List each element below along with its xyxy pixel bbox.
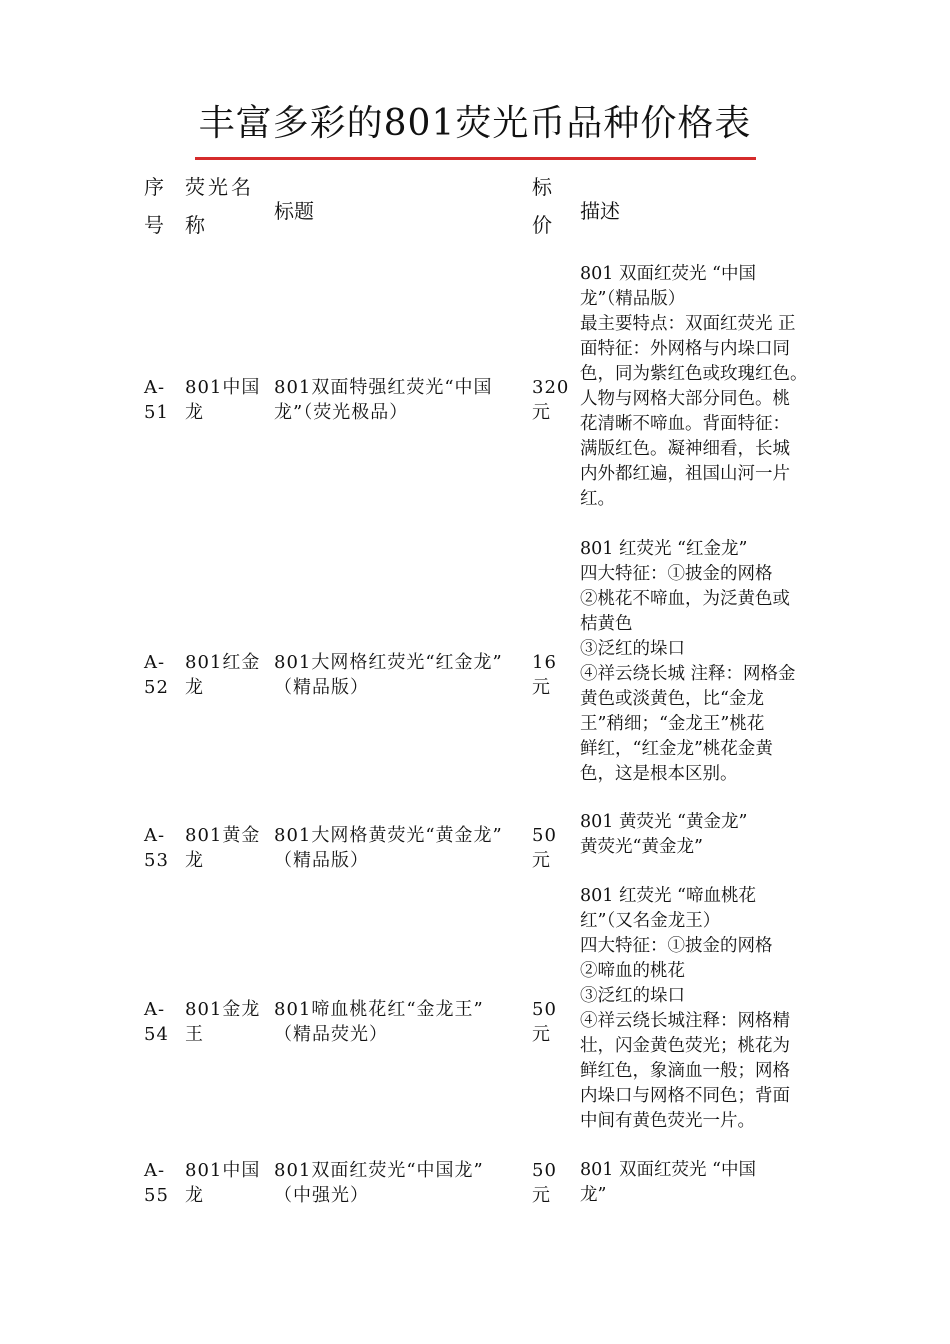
desc-line: 最主要特点：双面红荧光 正: [580, 314, 796, 334]
desc-line: 801 双面红荧光 “中国: [580, 1160, 756, 1180]
desc-line: 黄色或淡黄色，比“金龙: [580, 689, 764, 709]
row-name-line1: 801金龙: [185, 999, 261, 1020]
desc-line: ④祥云绕长城注释：网格精: [580, 1011, 790, 1031]
row-price-line1: 320: [532, 377, 570, 398]
row-name-line2: 龙: [185, 402, 204, 423]
row-name: [185, 650, 265, 700]
row-price-line2: 元: [532, 402, 551, 423]
row-title-line1: 801双面红荧光“中国龙”: [274, 1160, 484, 1181]
row-description: [580, 262, 820, 512]
row-name-line2: 龙: [185, 1185, 204, 1206]
desc-line: 人物与网格大部分同色。桃: [580, 389, 790, 409]
row-id-line1: A-: [144, 1160, 166, 1181]
row-name: [185, 997, 265, 1047]
row-id: [144, 997, 178, 1047]
header-id-line1: 序: [144, 175, 164, 199]
row-title: [274, 1158, 519, 1208]
row-title-line2: （中强光）: [274, 1185, 369, 1206]
desc-line: 801 红荧光 “啼血桃花: [580, 886, 756, 906]
header-price: [532, 174, 552, 238]
row-id: [144, 375, 178, 425]
row-id-line1: A-: [144, 825, 166, 846]
desc-line: 色，同为紫红色或玫瑰红色。: [580, 364, 808, 384]
row-price-line1: 50: [532, 1160, 557, 1181]
desc-line: 面特征：外网格与内垛口同: [580, 339, 790, 359]
table-row: [0, 810, 950, 871]
row-name-line2: 龙: [185, 677, 204, 698]
row-title-line1: 801啼血桃花红“金龙王”: [274, 999, 484, 1020]
header-name-line1: 荧光名: [185, 175, 254, 199]
desc-line: 中间有黄色荧光一片。: [580, 1111, 755, 1131]
row-id-line2: 55: [144, 1185, 169, 1206]
row-price: [532, 997, 572, 1047]
row-id: [144, 1158, 178, 1208]
desc-line: 801 红荧光 “红金龙”: [580, 539, 748, 559]
header-title: [274, 198, 314, 224]
title-underline: [195, 157, 756, 160]
row-price: [532, 823, 572, 873]
row-name: [185, 1158, 265, 1208]
desc-line: ③泛红的垛口: [580, 639, 685, 659]
desc-line: 满版红色。凝神细看，长城: [580, 439, 790, 459]
header-id: [144, 174, 164, 238]
header-price-line1: 标: [532, 175, 552, 199]
header-price-line2: 价: [532, 213, 552, 237]
desc-line: 花清晰不啼血。背面特征：: [580, 414, 790, 434]
row-price-line2: 元: [532, 850, 551, 871]
desc-line: 黄荧光“黄金龙”: [580, 837, 703, 857]
row-price-line1: 16: [532, 652, 557, 673]
row-description: [580, 1158, 820, 1208]
row-name: [185, 823, 265, 873]
row-id-line1: A-: [144, 377, 166, 398]
row-name-line1: 801黄金: [185, 825, 261, 846]
desc-line: 龙”: [580, 1185, 607, 1205]
desc-line: 内外都红遍，祖国山河一片: [580, 464, 790, 484]
desc-line: 801 双面红荧光 “中国: [580, 264, 756, 284]
row-price-line2: 元: [532, 1185, 551, 1206]
desc-line: 内垛口与网格不同色；背面: [580, 1086, 790, 1106]
row-id-line1: A-: [144, 999, 166, 1020]
table-row: [0, 1158, 950, 1210]
table-row: [0, 884, 950, 1136]
row-title: [274, 650, 519, 700]
row-id: [144, 823, 178, 873]
row-price-line1: 50: [532, 999, 557, 1020]
desc-line: 四大特征：①披金的网格: [580, 936, 773, 956]
row-title: [274, 823, 519, 873]
desc-line: 鲜红，“红金龙”桃花金黄: [580, 739, 773, 759]
table-header: [0, 170, 950, 260]
header-name: [185, 174, 254, 238]
row-description: [580, 537, 820, 787]
row-title-line2: （精品版）: [274, 677, 369, 698]
desc-line: ②啼血的桃花: [580, 961, 685, 981]
row-price-line1: 50: [532, 825, 557, 846]
desc-line: 鲜红色，象滴血一般；网格: [580, 1061, 790, 1081]
row-id-line1: A-: [144, 652, 166, 673]
desc-line: 壮，闪金黄色荧光；桃花为: [580, 1036, 790, 1056]
header-id-line2: 号: [144, 213, 164, 237]
row-name-line2: 龙: [185, 850, 204, 871]
desc-line: ③泛红的垛口: [580, 986, 685, 1006]
row-title-line1: 801大网格黄荧光“黄金龙”: [274, 825, 503, 846]
desc-line: ②桃花不啼血，为泛黄色或: [580, 589, 790, 609]
desc-line: 龙”（精品版）: [580, 289, 686, 309]
row-id-line2: 53: [144, 850, 169, 871]
row-id-line2: 52: [144, 677, 169, 698]
row-title-line2: （精品版）: [274, 850, 369, 871]
desc-line: 801 黄荧光 “黄金龙”: [580, 812, 748, 832]
row-id-line2: 51: [144, 402, 169, 423]
row-price: [532, 650, 572, 700]
table-row: [0, 537, 950, 789]
desc-line: 红”（又名金龙王）: [580, 911, 721, 931]
row-name-line1: 801中国: [185, 1160, 261, 1181]
row-title-line2: 龙”（荧光极品）: [274, 402, 409, 423]
row-price-line2: 元: [532, 1024, 551, 1045]
row-description: [580, 810, 820, 860]
row-title-line1: 801双面特强红荧光“中国: [274, 377, 493, 398]
row-price-line2: 元: [532, 677, 551, 698]
row-id: [144, 650, 178, 700]
row-title-line2: （精品荧光）: [274, 1024, 388, 1045]
header-name-line2: 称: [185, 213, 208, 237]
desc-line: 色，这是根本区别。: [580, 764, 738, 784]
header-desc-text: 描述: [580, 199, 620, 223]
row-title-line1: 801大网格红荧光“红金龙”: [274, 652, 503, 673]
desc-line: 桔黄色: [580, 614, 633, 634]
table-row: [0, 262, 950, 514]
row-price: [532, 375, 572, 425]
row-id-line2: 54: [144, 1024, 169, 1045]
row-price: [532, 1158, 572, 1208]
row-title: [274, 997, 519, 1047]
row-title: [274, 375, 519, 425]
row-name-line1: 801中国: [185, 377, 261, 398]
row-name-line2: 王: [185, 1024, 204, 1045]
desc-line: 红。: [580, 489, 615, 509]
header-desc: [580, 198, 620, 224]
row-name: [185, 375, 265, 425]
row-description: [580, 884, 820, 1134]
page-title: 丰富多彩的801荧光币品种价格表: [198, 103, 752, 144]
header-title-text: 标题: [274, 199, 314, 223]
desc-line: 王”稍细；“金龙王”桃花: [580, 714, 765, 734]
desc-line: 四大特征：①披金的网格: [580, 564, 773, 584]
row-name-line1: 801红金: [185, 652, 261, 673]
desc-line: ④祥云绕长城 注释：网格金: [580, 664, 796, 684]
